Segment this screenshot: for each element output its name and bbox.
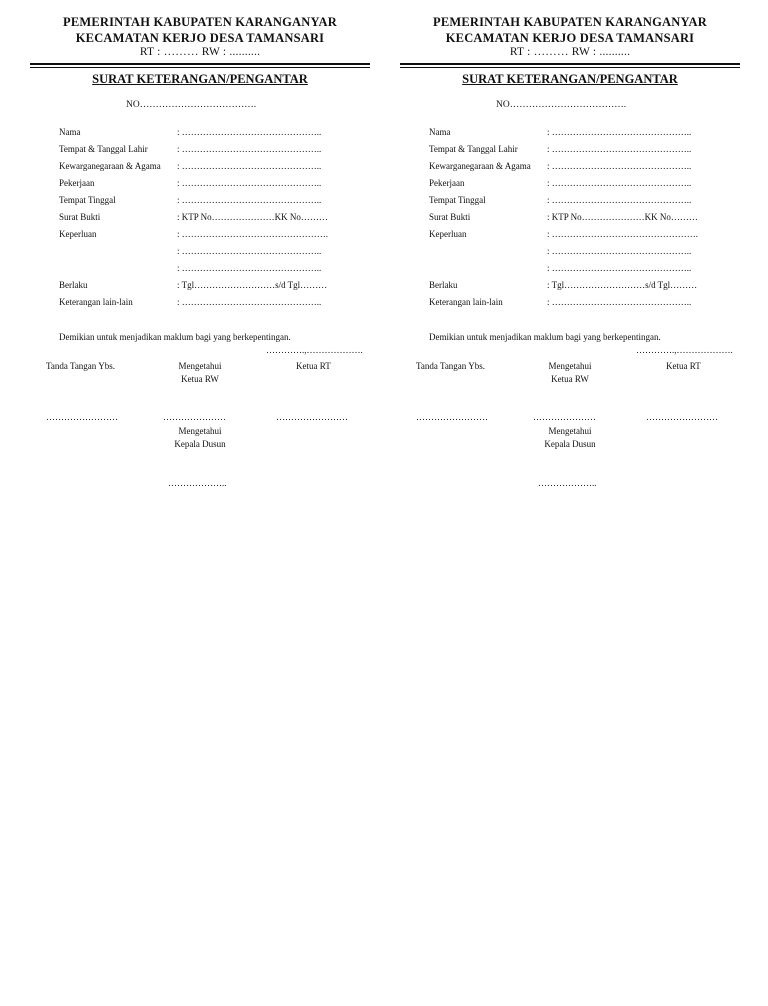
signature-village-head-label: Kepala Dusun	[174, 439, 226, 449]
signature-rw-head-label: Ketua RW	[181, 374, 219, 384]
signature-applicant-label: Tanda Tangan Ybs.	[416, 361, 485, 371]
header-rule-thin	[400, 67, 740, 68]
signature-applicant-label: Tanda Tangan Ybs.	[46, 361, 115, 371]
signature-line-rt: ……………………	[276, 412, 348, 422]
letter-title: SURAT KETERANGAN/PENGANTAR	[462, 72, 678, 86]
signature-rw-head-label: Ketua RW	[551, 374, 589, 384]
field-label-citizenship: Kewarganegaraan & Agama	[429, 161, 531, 171]
field-label-residence: Tempat Tinggal	[429, 195, 486, 205]
field-value-purpose-2: : ………………………………………..	[547, 246, 692, 256]
header-rule-thick	[400, 63, 740, 65]
field-value-residence: : ………………………………………..	[547, 195, 692, 205]
field-value-purpose: : ………………………………………….	[177, 229, 329, 239]
letter-title: SURAT KETERANGAN/PENGANTAR	[92, 72, 308, 86]
field-label-birth: Tempat & Tanggal Lahir	[429, 144, 518, 154]
field-value-name: : ………………………………………..	[177, 127, 322, 137]
field-label-birth: Tempat & Tanggal Lahir	[59, 144, 148, 154]
field-value-citizenship: : ………………………………………..	[547, 161, 692, 171]
letter-form-left	[0, 0, 370, 500]
signature-line-rt: ……………………	[646, 412, 718, 422]
signature-village-head-label: Kepala Dusun	[544, 439, 596, 449]
field-label-validity: Berlaku	[429, 280, 458, 290]
field-label-purpose: Keperluan	[429, 229, 467, 239]
signature-line-village-head: ………………..	[168, 478, 227, 488]
field-label-evidence: Surat Bukti	[429, 212, 471, 222]
field-label-occupation: Pekerjaan	[59, 178, 95, 188]
field-value-residence: : ………………………………………..	[177, 195, 322, 205]
field-value-purpose-3: : ………………………………………..	[177, 263, 322, 273]
signature-rt-head-label: Ketua RT	[296, 361, 331, 371]
place-date-line: ………….,……………….	[636, 345, 733, 355]
field-label-validity: Berlaku	[59, 280, 88, 290]
signature-line-rw: …………………	[533, 412, 596, 422]
field-value-notes: : ………………………………………..	[177, 297, 322, 307]
field-value-validity: : Tgl………………………s/d Tgl………	[547, 280, 698, 290]
signature-known-by-label: Mengetahui	[178, 361, 222, 371]
letter-number: NO……………………………….	[126, 100, 257, 110]
signature-known-by-label-2: Mengetahui	[548, 426, 592, 436]
field-value-purpose-2: : ………………………………………..	[177, 246, 322, 256]
signature-known-by-label: Mengetahui	[548, 361, 592, 371]
field-label-residence: Tempat Tinggal	[59, 195, 116, 205]
field-label-purpose: Keperluan	[59, 229, 97, 239]
header-rt-rw: RT : ……… RW : ..........	[509, 46, 631, 58]
header-district-village: KECAMATAN KERJO DESA TAMANSARI	[445, 31, 695, 45]
field-label-notes: Keterangan lain-lain	[59, 297, 133, 307]
letter-number: NO……………………………….	[496, 100, 627, 110]
closing-statement: Demikian untuk menjadikan maklum bagi yang berkepentingan.	[59, 332, 291, 342]
field-value-evidence: : KTP No…………………KK No………	[547, 212, 698, 222]
header-government: PEMERINTAH KABUPATEN KARANGANYAR	[432, 15, 707, 29]
place-date-line: ………….,……………….	[266, 345, 363, 355]
signature-line-applicant: ……………………	[416, 412, 488, 422]
header-district-village: KECAMATAN KERJO DESA TAMANSARI	[75, 31, 325, 45]
signature-line-applicant: ……………………	[46, 412, 118, 422]
field-value-purpose: : ………………………………………….	[547, 229, 699, 239]
signature-line-village-head: ………………..	[538, 478, 597, 488]
field-value-purpose-3: : ………………………………………..	[547, 263, 692, 273]
letter-form-right	[370, 0, 740, 500]
signature-line-rw: …………………	[163, 412, 226, 422]
header-government: PEMERINTAH KABUPATEN KARANGANYAR	[62, 15, 337, 29]
field-value-occupation: : ………………………………………..	[547, 178, 692, 188]
field-label-name: Nama	[59, 127, 81, 137]
field-value-birth: : ………………………………………..	[177, 144, 322, 154]
field-label-citizenship: Kewarganegaraan & Agama	[59, 161, 161, 171]
signature-known-by-label-2: Mengetahui	[178, 426, 222, 436]
signature-rt-head-label: Ketua RT	[666, 361, 701, 371]
header-rule-thick	[30, 63, 370, 65]
closing-statement: Demikian untuk menjadikan maklum bagi yang berkepentingan.	[429, 332, 661, 342]
field-value-citizenship: : ………………………………………..	[177, 161, 322, 171]
header-rule-thin	[30, 67, 370, 68]
field-value-occupation: : ………………………………………..	[177, 178, 322, 188]
field-value-evidence: : KTP No…………………KK No………	[177, 212, 328, 222]
field-value-validity: : Tgl………………………s/d Tgl………	[177, 280, 328, 290]
field-label-name: Nama	[429, 127, 451, 137]
field-value-birth: : ………………………………………..	[547, 144, 692, 154]
field-value-notes: : ………………………………………..	[547, 297, 692, 307]
field-value-name: : ………………………………………..	[547, 127, 692, 137]
field-label-notes: Keterangan lain-lain	[429, 297, 503, 307]
field-label-evidence: Surat Bukti	[59, 212, 101, 222]
field-label-occupation: Pekerjaan	[429, 178, 465, 188]
header-rt-rw: RT : ……… RW : ..........	[139, 46, 261, 58]
